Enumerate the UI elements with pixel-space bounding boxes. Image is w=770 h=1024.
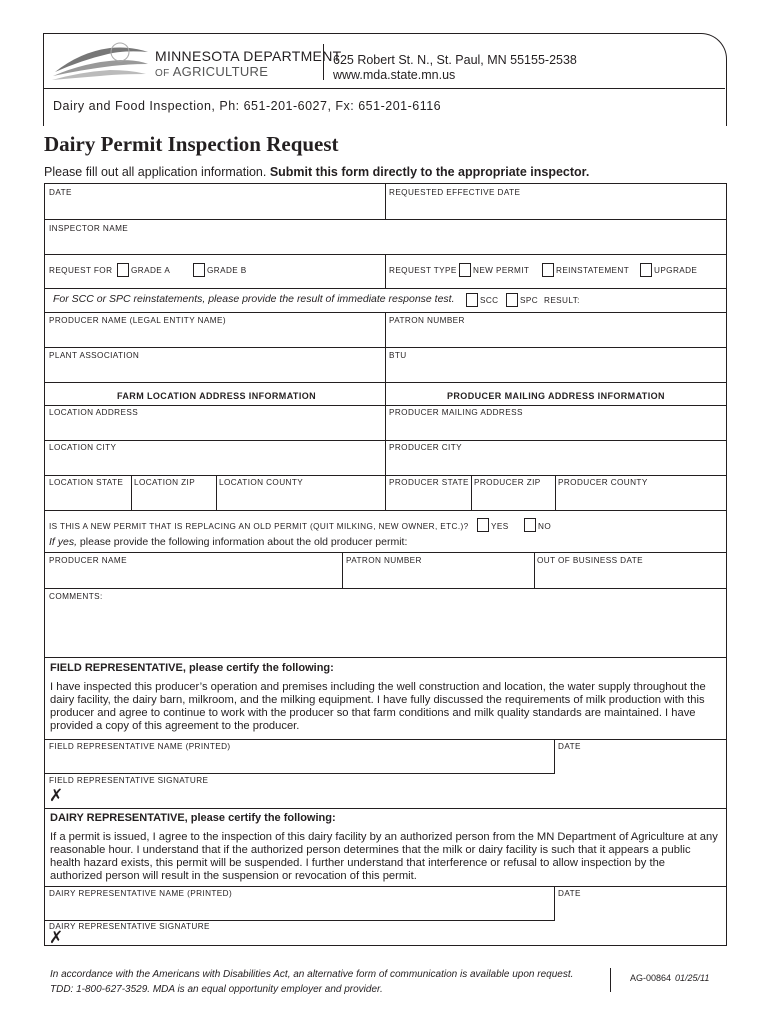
dept-name: MINNESOTA DEPARTMENT (155, 48, 342, 64)
address: 625 Robert St. N., St. Paul, MN 55155-2538 (333, 53, 577, 67)
no-checkbox[interactable] (524, 518, 536, 532)
request-type-label: REQUEST TYPE (389, 266, 457, 275)
producer-state-label[interactable]: PRODUCER STATE (389, 478, 469, 487)
mda-logo (50, 38, 150, 82)
header-separator (323, 44, 324, 80)
division-contact: Dairy and Food Inspection, Ph: 651-201-6027, Fx: 651-201-6116 (53, 99, 442, 113)
form-number: AG-00864 01/25/11 (630, 973, 710, 983)
field-rep-heading: FIELD REPRESENTATIVE, please certify the following: (50, 662, 334, 674)
location-state-label[interactable]: LOCATION STATE (49, 478, 124, 487)
reinstatement-label: REINSTATEMENT (556, 266, 630, 275)
header-divider (43, 88, 725, 89)
new-permit-label: NEW PERMIT (473, 266, 530, 275)
dairy-rep-statement: If a permit is issued, I agree to the inspection of this dairy facility by an authorized person from the MN Department of Agriculture at any reasonable hour. I understand that if the authorized person determines that the milk or dairy facility is such that it appears a public health hazard exists, this permit will be suspended. I further understand that interference or refusal to allow inspection by the authorized person will result in the suspension or revocation of this permit. (50, 831, 718, 882)
grade-b-label: GRADE B (207, 266, 247, 275)
dairy-rep-heading: DAIRY REPRESENTATIVE, please certify the following: (50, 812, 336, 824)
instructions: Please fill out all application information. Submit this form directly to the appropriate inspector. (44, 165, 590, 179)
yes-checkbox[interactable] (477, 518, 489, 532)
dairy-rep-sign-x: ✗ (49, 928, 64, 947)
tdd-notice: TDD: 1-800-627-3529. MDA is an equal opportunity employer and provider. (50, 984, 383, 995)
location-address-label[interactable]: LOCATION ADDRESS (49, 408, 139, 417)
field-rep-statement: I have inspected this producer’s operation and premises including the well construction and location, the water supply throughout the dairy facility, the dairy barn, milkroom, and the milking equipment. I have fully discussed the requirements of milk production with this producer and agree to continue to work with the producer so that farm conditions and milk quality standards are maintained. I have provided a copy of this agreement to the producer. (50, 681, 706, 732)
request-for-label: REQUEST FOR (49, 266, 113, 275)
old-patron-number-label[interactable]: PATRON NUMBER (346, 556, 422, 565)
farm-location-header: FARM LOCATION ADDRESS INFORMATION (117, 391, 317, 401)
spc-checkbox[interactable] (506, 293, 518, 307)
dairy-rep-name-label[interactable]: DAIRY REPRESENTATIVE NAME (PRINTED) (49, 889, 233, 898)
dept-name-line2: OF AGRICULTURE (155, 64, 269, 79)
grade-b-checkbox[interactable] (193, 263, 205, 277)
producer-city-label[interactable]: PRODUCER CITY (389, 443, 462, 452)
location-zip-label[interactable]: LOCATION ZIP (134, 478, 196, 487)
ada-notice: In accordance with the Americans with Disabilities Act, an alternative form of communication is available upon request. (50, 969, 574, 980)
dairy-rep-date-label[interactable]: DATE (558, 889, 581, 898)
if-yes-instruction: If yes, please provide the following information about the old producer permit: (49, 536, 408, 548)
dairy-rep-signature-label[interactable]: DAIRY REPRESENTATIVE SIGNATURE (49, 922, 210, 931)
scc-label: SCC (480, 296, 499, 305)
scc-checkbox[interactable] (466, 293, 478, 307)
date-label: DATE (49, 188, 72, 197)
permit-form (44, 183, 727, 946)
plant-association-label[interactable]: PLANT ASSOCIATION (49, 351, 140, 360)
btu-label[interactable]: BTU (389, 351, 407, 360)
patron-number-label[interactable]: PATRON NUMBER (389, 316, 465, 325)
no-label: NO (538, 522, 552, 531)
producer-mailing-header: PRODUCER MAILING ADDRESS INFORMATION (447, 391, 665, 401)
yes-label: YES (491, 522, 509, 531)
result-label: RESULT: (544, 296, 580, 305)
upgrade-checkbox[interactable] (640, 263, 652, 277)
field-rep-signature-label[interactable]: FIELD REPRESENTATIVE SIGNATURE (49, 776, 209, 785)
location-county-label[interactable]: LOCATION COUNTY (219, 478, 304, 487)
out-of-business-date-label[interactable]: OUT OF BUSINESS DATE (537, 556, 643, 565)
footer-separator (610, 968, 611, 992)
upgrade-label: UPGRADE (654, 266, 698, 275)
new-permit-checkbox[interactable] (459, 263, 471, 277)
field-rep-name-label[interactable]: FIELD REPRESENTATIVE NAME (PRINTED) (49, 742, 231, 751)
producer-mailing-address-label[interactable]: PRODUCER MAILING ADDRESS (389, 408, 523, 417)
producer-zip-label[interactable]: PRODUCER ZIP (474, 478, 541, 487)
spc-label: SPC (520, 296, 539, 305)
reinstatement-checkbox[interactable] (542, 263, 554, 277)
producer-county-label[interactable]: PRODUCER COUNTY (558, 478, 648, 487)
requested-effective-date-label[interactable]: REQUESTED EFFECTIVE DATE (389, 188, 521, 197)
producer-name-label[interactable]: PRODUCER NAME (LEGAL ENTITY NAME) (49, 316, 226, 325)
inspector-name-label[interactable]: INSPECTOR NAME (49, 224, 129, 233)
grade-a-checkbox[interactable] (117, 263, 129, 277)
scc-spc-note: For SCC or SPC reinstatements, please provide the result of immediate response test. (53, 293, 455, 305)
old-producer-name-label[interactable]: PRODUCER NAME (49, 556, 127, 565)
page-title: Dairy Permit Inspection Request (44, 132, 339, 156)
grade-a-label: GRADE A (131, 266, 171, 275)
replacing-question: IS THIS A NEW PERMIT THAT IS REPLACING AN OLD PERMIT (QUIT MILKING, NEW OWNER, ETC.)? (49, 522, 469, 531)
field-rep-date-label[interactable]: DATE (558, 742, 581, 751)
comments-label[interactable]: COMMENTS: (49, 592, 103, 601)
website: www.mda.state.mn.us (333, 68, 456, 82)
field-rep-sign-x: ✗ (49, 786, 64, 805)
location-city-label[interactable]: LOCATION CITY (49, 443, 117, 452)
